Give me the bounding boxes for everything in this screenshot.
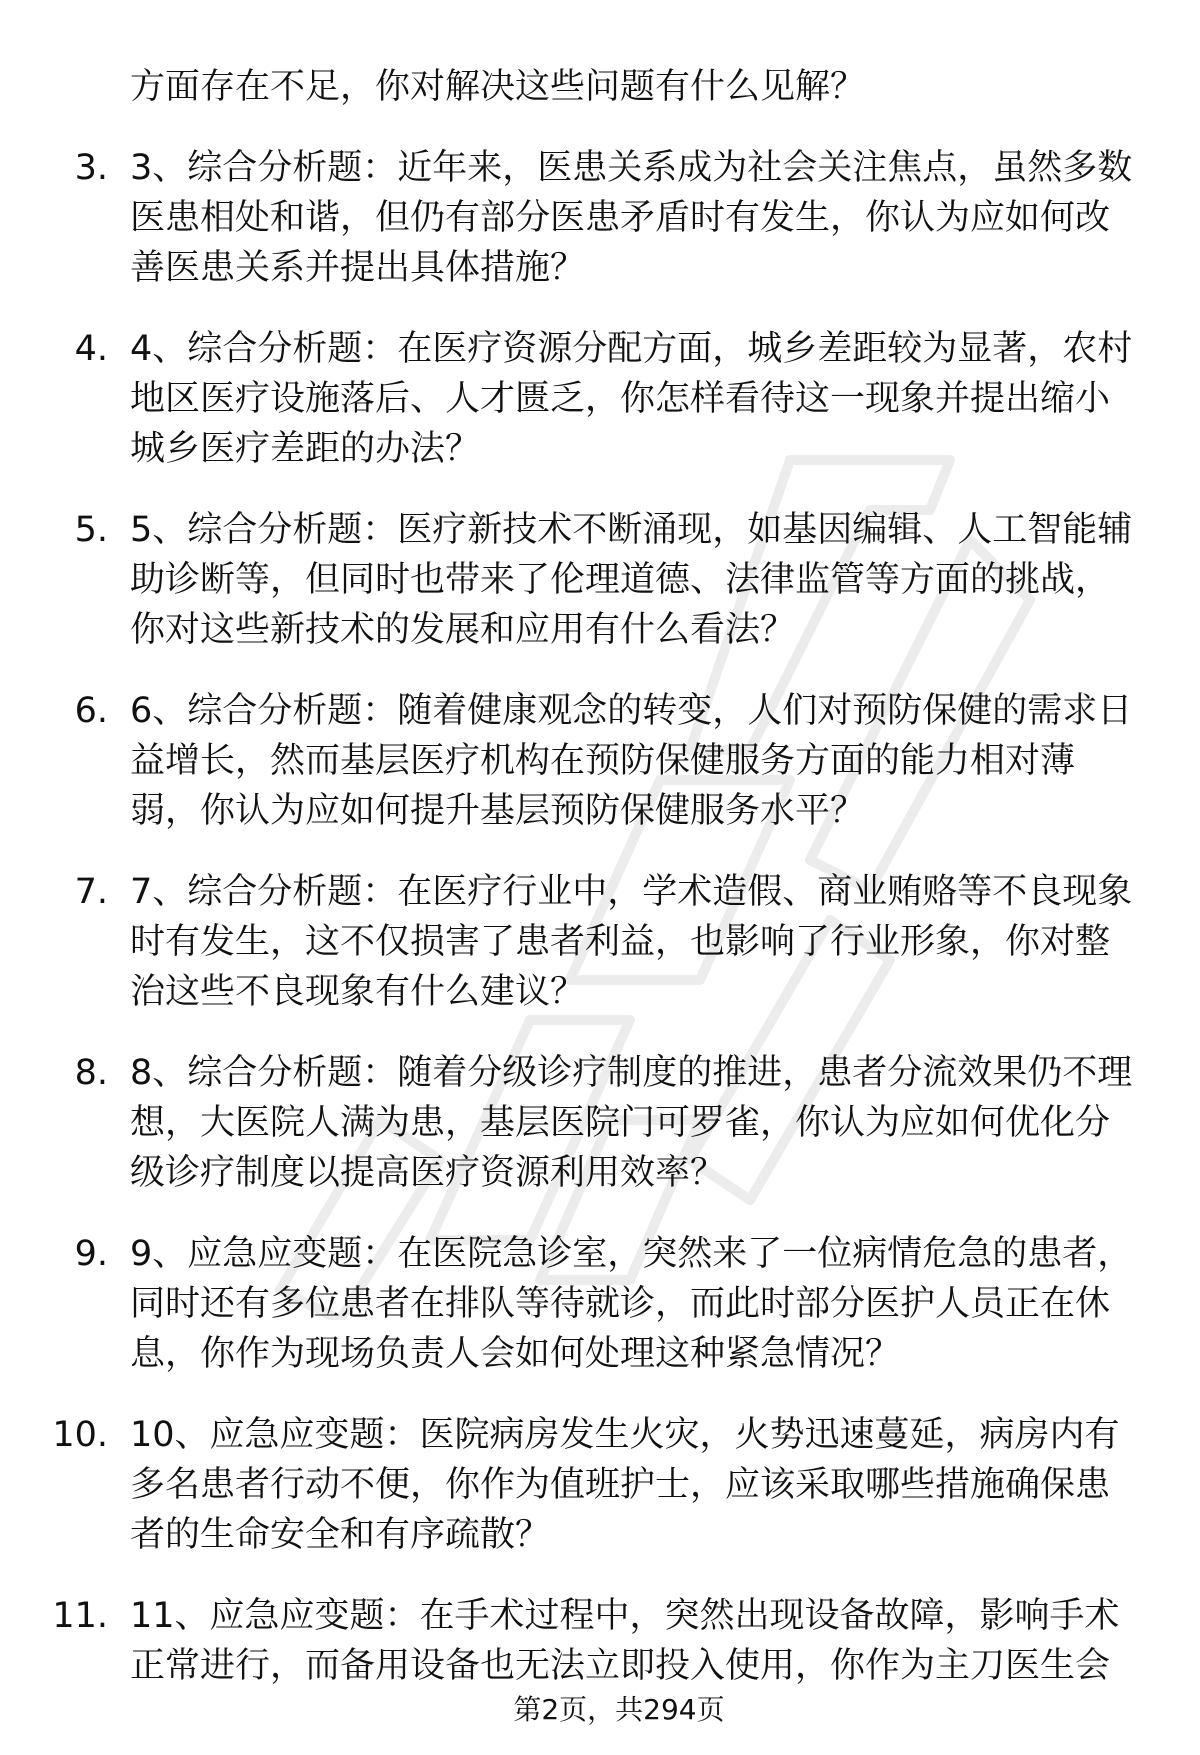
text-line: 城乡医疗差距的办法？ <box>130 429 481 469</box>
question-item-8 <box>0 1048 1200 1198</box>
text-line: 正常进行，而备用设备也无法立即投入使用，你作为主刀医生会 <box>130 1646 1111 1686</box>
list-number: 4. <box>74 329 108 369</box>
question-item-3 <box>0 143 1200 293</box>
text-line: 同时还有多位患者在排队等待就诊，而此时部分医护人员正在休 <box>130 1284 1111 1324</box>
list-number: 9. <box>74 1234 108 1274</box>
question-item-5 <box>0 505 1200 655</box>
list-number: 11. <box>52 1596 108 1636</box>
text-line: 多名患者行动不便，你作为值班护士，应该采取哪些措施确保患 <box>130 1465 1111 1505</box>
text-line: 益增长，然而基层医疗机构在预防保健服务方面的能力相对薄 <box>130 741 1076 781</box>
question-item-9 <box>0 1229 1200 1379</box>
question-item-4 <box>0 324 1200 474</box>
text-line: 3、综合分析题：近年来，医患关系成为社会关注焦点，虽然多数 <box>130 148 1133 188</box>
text-line: 8、综合分析题：随着分级诊疗制度的推进，患者分流效果仍不理 <box>130 1053 1133 1093</box>
text-line: 想，大医院人满为患，基层医院门可罗雀，你认为应如何优化分 <box>130 1103 1111 1143</box>
question-item-7 <box>0 867 1200 1017</box>
text-line: 弱，你认为应如何提升基层预防保健服务水平？ <box>130 791 866 831</box>
page-number-footer: 第2页，共294页 <box>513 1693 725 1726</box>
text-line: 11、应急应变题：在手术过程中，突然出现设备故障，影响手术 <box>130 1596 1120 1636</box>
text-line: 地区医疗设施落后、人才匮乏，你怎样看待这一现象并提出缩小 <box>130 379 1111 419</box>
text-line: 善医患关系并提出具体措施？ <box>130 248 586 288</box>
text-line: 4、综合分析题：在医疗资源分配方面，城乡差距较为显著，农村 <box>130 329 1133 369</box>
text-line: 你对这些新技术的发展和应用有什么看法？ <box>130 610 796 650</box>
list-number: 6. <box>74 691 108 731</box>
text-line: 级诊疗制度以提高医疗资源利用效率？ <box>130 1153 726 1193</box>
question-item-11 <box>0 1591 1200 1691</box>
list-number: 8. <box>74 1053 108 1093</box>
question-item-6 <box>0 686 1200 836</box>
text-line: 6、综合分析题：随着健康观念的转变，人们对预防保健的需求日 <box>130 691 1133 731</box>
question-item-10 <box>0 1410 1200 1560</box>
text-line: 10、应急应变题：医院病房发生火灾，火势迅速蔓延，病房内有 <box>130 1415 1120 1455</box>
text-line: 7、综合分析题：在医疗行业中，学术造假、商业贿赂等不良现象 <box>130 872 1133 912</box>
text-line: 者的生命安全和有序疏散？ <box>130 1515 551 1555</box>
list-number: 3. <box>74 148 108 188</box>
text-line: 治这些不良现象有什么建议？ <box>130 972 586 1012</box>
text-line: 9、应急应变题：在医院急诊室，突然来了一位病情危急的患者， <box>130 1234 1133 1274</box>
list-number: 7. <box>74 872 108 912</box>
text-line: 息，你作为现场负责人会如何处理这种紧急情况？ <box>130 1334 901 1374</box>
text-line: 医患相处和谐，但仍有部分医患矛盾时有发生，你认为应如何改 <box>130 198 1111 238</box>
list-number: 5. <box>74 510 108 550</box>
text-line: 时有发生，这不仅损害了患者利益，也影响了行业形象，你对整 <box>130 922 1111 962</box>
text-line: 助诊断等，但同时也带来了伦理道德、法律监管等方面的挑战， <box>130 560 1111 600</box>
text-line: 5、综合分析题：医疗新技术不断涌现，如基因编辑、人工智能辅 <box>130 510 1133 550</box>
document-page <box>0 62 1200 1691</box>
list-number: 10. <box>52 1415 108 1455</box>
text-line: 方面存在不足，你对解决这些问题有什么见解？ <box>130 67 866 107</box>
continued-question-text <box>0 62 1200 112</box>
